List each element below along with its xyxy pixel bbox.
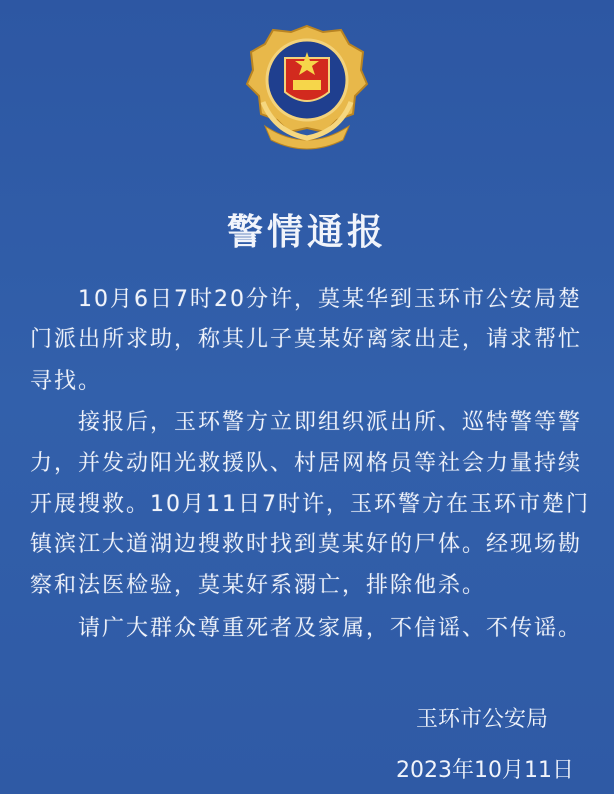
paragraph-3-line-1: 请广大群众尊重死者及家属，不信谣、不传谣。 (78, 616, 583, 641)
paragraph-1-line-1: 10月6日7时20分许，莫某华到玉环市公安局楚 (78, 287, 582, 312)
issue-date: 2023年10月11日 (396, 758, 574, 783)
paragraph-1-line-3: 寻找。 (30, 369, 103, 394)
paragraph-2-line-3: 开展搜救。10月11日7时许，玉环警方在玉环市楚门 (30, 492, 590, 517)
paragraph-2-line-4: 镇滨江大道湖边搜救时找到莫某好的尸体。经现场勘 (30, 532, 583, 557)
paragraph-2-line-5: 察和法医检验，莫某好系溺亡，排除他杀。 (30, 573, 487, 598)
paragraph-2-line-1: 接报后，玉环警方立即组织派出所、巡特警等警 (78, 410, 583, 435)
paragraph-1-line-2: 门派出所求助，称其儿子莫某好离家出走，请求帮忙 (30, 327, 583, 352)
paragraph-2-line-2: 力，并发动阳光救援队、村居网格员等社会力量持续 (30, 451, 583, 476)
police-emblem-icon (245, 22, 369, 154)
issuer-signature: 玉环市公安局 (416, 707, 549, 732)
page-title: 警情通报 (226, 212, 387, 253)
